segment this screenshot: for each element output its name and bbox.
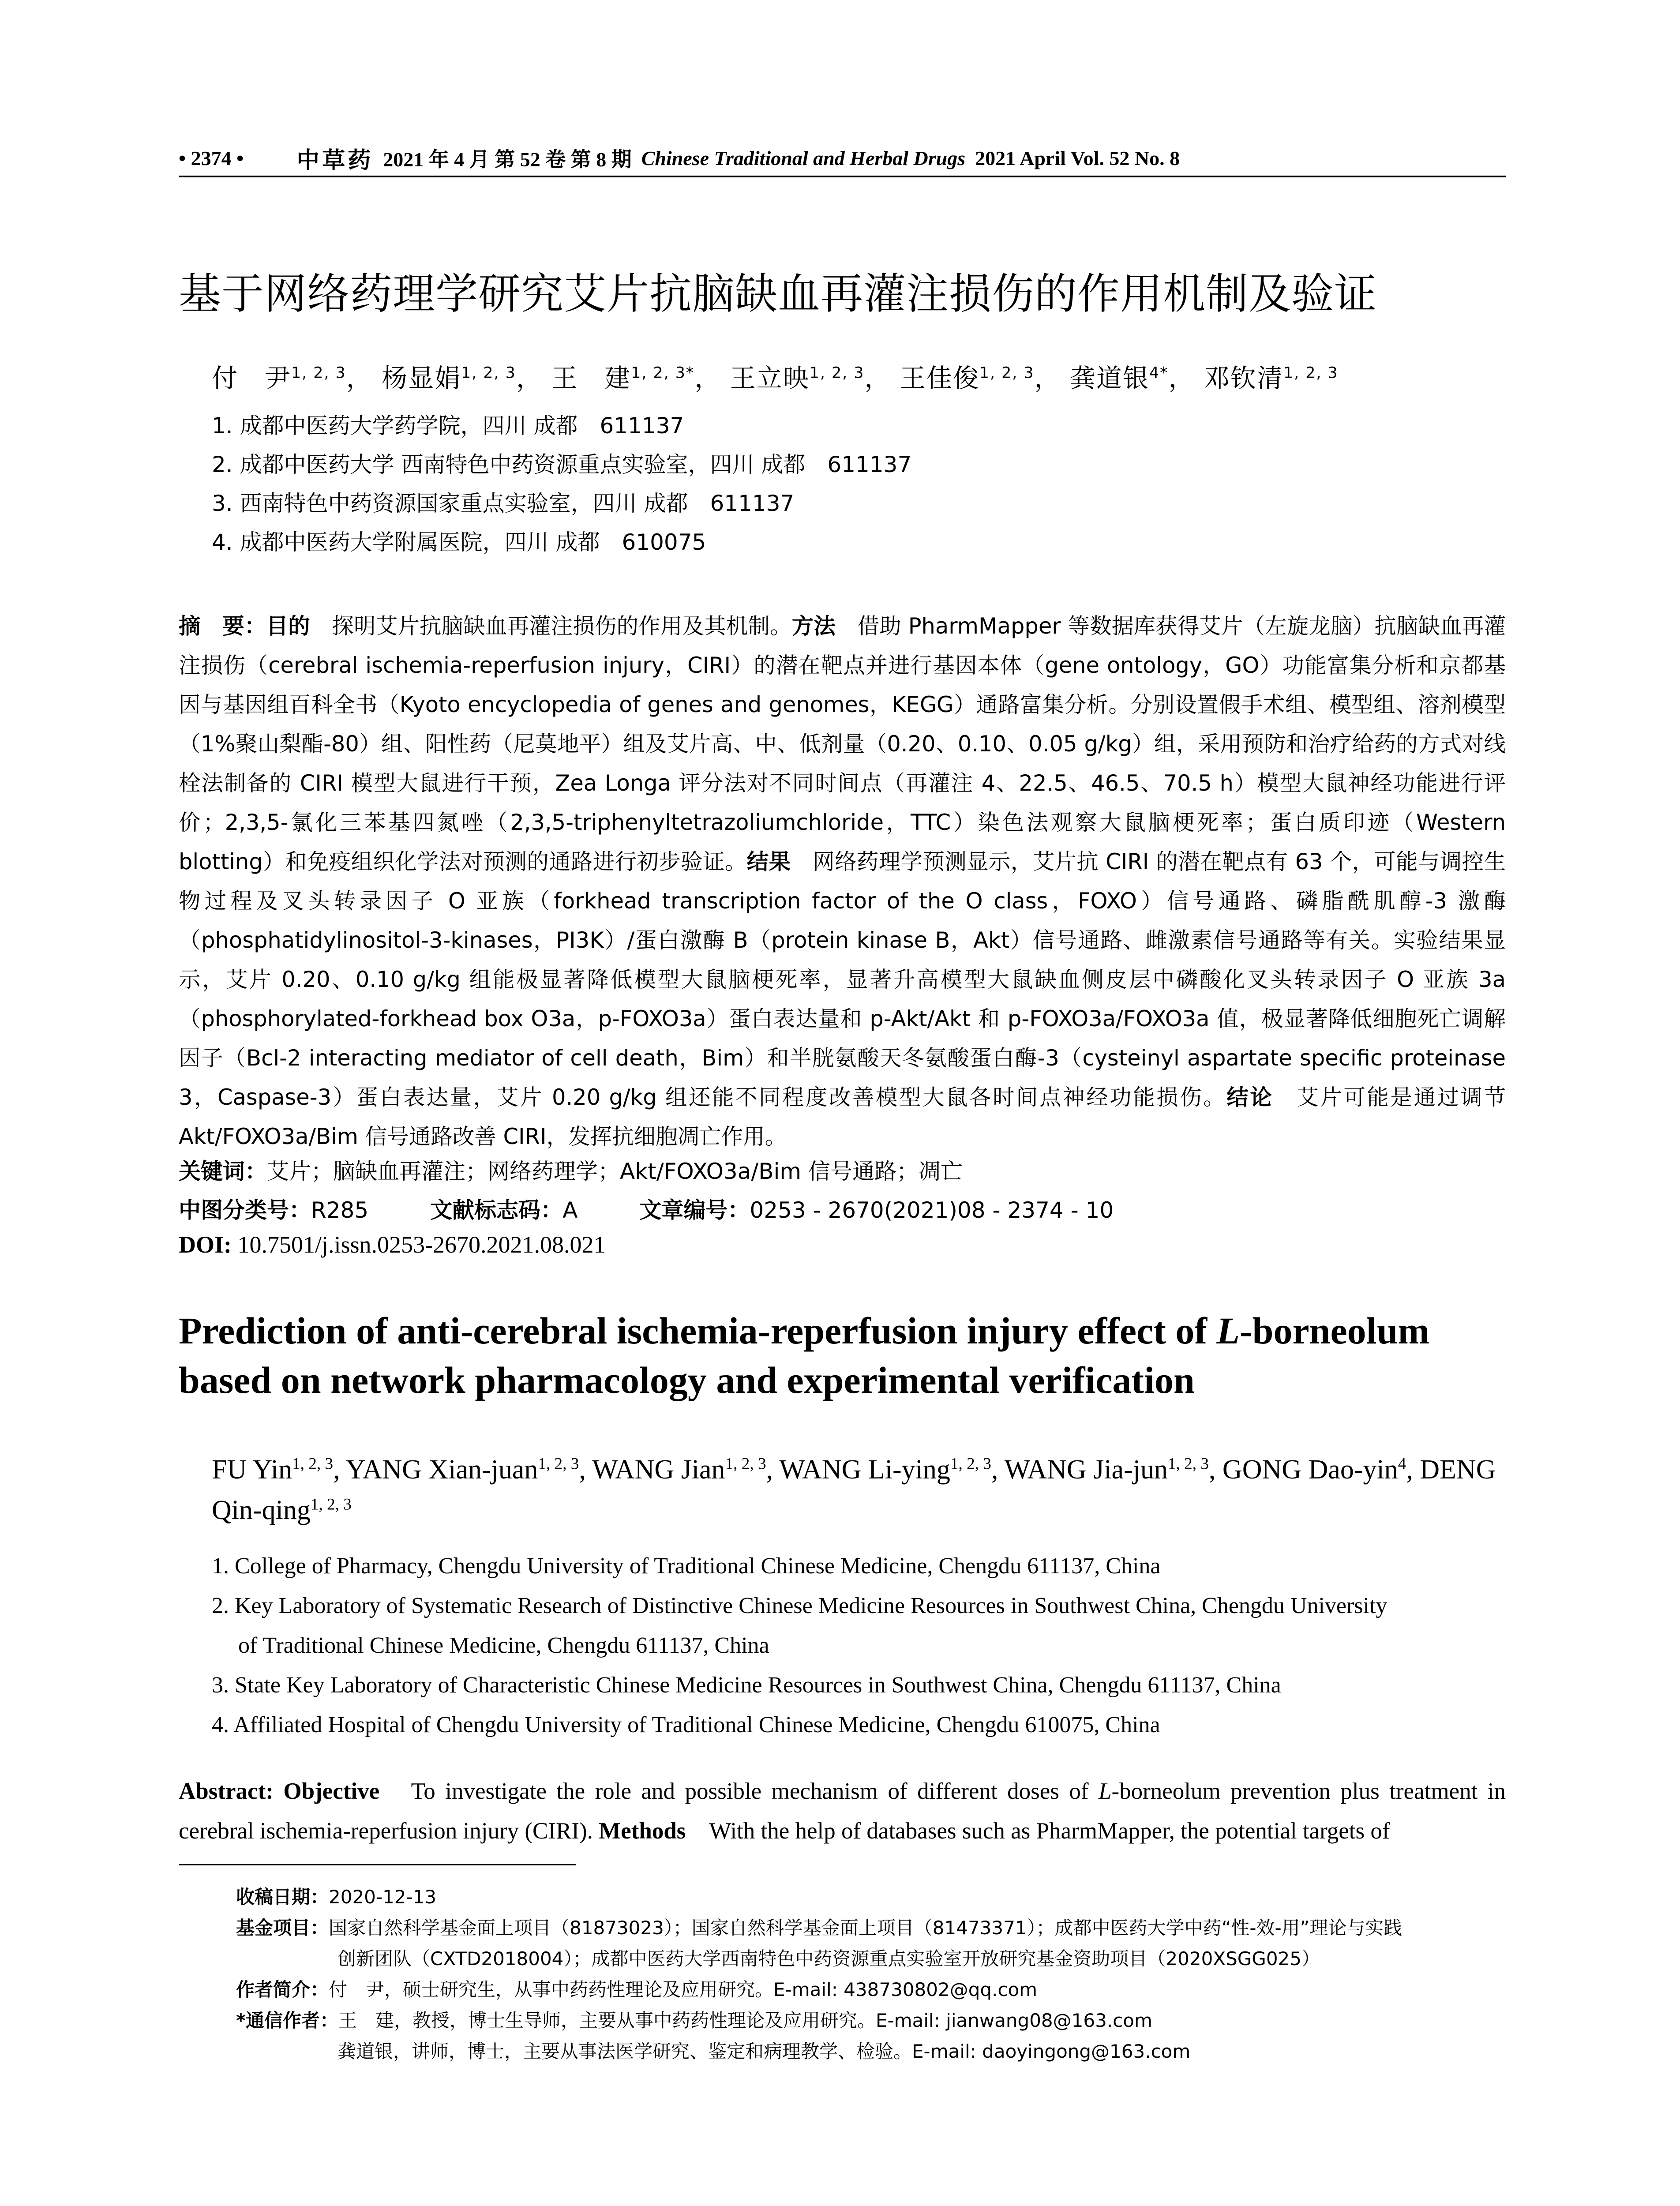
footnote-fund-cont: 创新团队（CXTD2018004）；成都中医药大学西南特色中药资源重点实验室开放研究基金资助项目（2020XSGG025） [338,1948,1320,1970]
doi-label: DOI: [179,1231,232,1258]
footnote-fund: 基金项目：国家自然科学基金面上项目（81873023）；国家自然科学基金面上项目（81473371）；成都中医药大学中药“性-效-用”理论与实践 [236,1917,1402,1939]
keywords [179,1154,963,1186]
conclusion-label: 结论 [1226,1084,1274,1110]
author-en: FU Yin$^{1, 2, 3}$ [212,1455,334,1485]
affiliation-cn: 3. 西南特色中药资源国家重点实验室，四川 成都 611137 [212,491,795,516]
authors-cn: 付 尹$^{1, 2, 3}$， 杨显娟$^{1, 2, 3}$， 王 建$^{1, 2, 3*}$， 王立映$^{1, 2, 3}$， 王佳俊$^{1, 2, 3}$， 龚道银$^{4*}$， 邓钦清$^{1, 2, 3}$ [212,363,1339,393]
doi [179,1231,606,1258]
article-number-label: 文章编号： [639,1197,750,1223]
keywords-text: 艾片；脑缺血再灌注；网络药理学；Akt/FOXO3a/Bim 信号通路；凋亡 [267,1159,963,1184]
author-en: YANG Xian-juan$^{1, 2, 3}$ [345,1455,579,1485]
doi-value[interactable]: 10.7501/j.issn.0253-2670.2021.08.021 [237,1231,606,1258]
author-en: GONG Dao-yin$^4$ [1222,1455,1406,1485]
doc-code-label: 文献标志码： [430,1197,563,1223]
title-en: Prediction of anti-cerebral ischemia-reperfusion injury effect of L-borneolum based on network pharmacology and experimental verification [179,1309,1430,1401]
methods-text: 借助 PharmMapper 等数据库获得艾片（左旋龙脑）抗脑缺血再灌注损伤（cerebral ischemia-reperfusion injury，CIRI）的潜在靶点并进行基因本体（gene ontology，GO）功能富集分析和京都基因与基因组百科全书（Kyoto encyclopedia of genes and genomes，KEGG）通路富集分析。分别设置假手术组、模型组、溶剂模型（1%聚山梨酯-80）组、阳性药（尼莫地平）组及艾片高、中、低剂量（0.20、0.10、0.05 g/kg）组，采用预防和治疗给药的方式对线栓法制备的 CIRI 模型大鼠进行干预，Zea Longa 评分法对不同时间点（再灌注 4、22.5、46.5、70.5 h）模型大鼠神经功能进行评价；2,3,5-氯化三苯基四氮唑（2,3,5-triphenyltetrazoliumchloride，TTC）染色法观察大鼠脑梗死率；蛋白质印迹（Western blotting）和免疫组织化学法对预测的通路进行初步验证。 [179,613,1506,874]
author-en: WANG Jian$^{1, 2, 3}$ [592,1455,766,1485]
methods-en-label: Methods [599,1818,686,1844]
author-cn: 杨显娟$^{1, 2, 3}$ [382,363,516,393]
journal-name-cn: 中草药 [296,147,374,174]
author-en: DENG Qin-qing$^{1, 2, 3}$ [212,1455,1496,1525]
keywords-label: 关键词： [179,1159,267,1184]
affiliation-en: 3. State Key Laboratory of Characteristic Chinese Medicine Resources in Southwest China, Chengdu 611137, China [212,1673,1281,1698]
affiliation-cn: 1. 成都中医药大学药学院，四川 成都 611137 [212,413,684,439]
objective-label: 目的 [266,613,310,639]
footnote-bio: 作者简介：付 尹，硕士研究生，从事中药药性理论及应用研究。E-mail: 438730802@qq.com [236,1979,1038,2000]
objective-en-label: Objective [283,1778,380,1804]
conclusion-text: 艾片可能是通过调节 Akt/FOXO3a/Bim 信号通路改善 CIRI，发挥抗细胞凋亡作用。 [179,1084,1506,1149]
affiliation-en: 1. College of Pharmacy, Chengdu University of Traditional Chinese Medicine, Chengdu 611137, China [212,1553,1161,1579]
author-cn: 王立映$^{1, 2, 3}$ [730,363,865,393]
title-cn: 基于网络药理学研究艾片抗脑缺血再灌注损伤的作用机制及验证 [179,269,1377,319]
classification-line [179,1193,1114,1224]
issue-en: 2021 April Vol. 52 No. 8 [975,146,1180,169]
journal-name-en: Chinese Traditional and Herbal Drugs [641,146,966,169]
footnote-corresponding: *通信作者：王 建，教授，博士生导师，主要从事中药药性理论及应用研究。E-mail: jianwang08@163.com [236,2010,1152,2031]
author-cn: 付 尹$^{1, 2, 3}$ [212,363,346,393]
footnote-corresponding-cont: 龚道银，讲师，博士，主要从事法医学研究、鉴定和病理教学、检验。E-mail: daoyingong@163.com [338,2041,1191,2062]
clc-label: 中图分类号： [179,1197,311,1223]
results-label: 结果 [746,849,791,874]
footnote-received: 收稿日期：2020-12-13 [236,1886,437,1908]
abstract-label: 摘 要： [179,613,266,639]
author-en: WANG Li-ying$^{1, 2, 3}$ [779,1455,991,1485]
running-header [179,140,1506,177]
author-cn: 邓钦清$^{1, 2, 3}$ [1204,363,1339,393]
methods-label: 方法 [791,613,836,639]
footnote-divider [179,1864,576,1865]
footnotes [236,1882,1507,2067]
doc-code-value: A [562,1197,578,1223]
author-en: WANG Jia-jun$^{1, 2, 3}$ [1004,1455,1209,1485]
affiliation-en: 4. Affiliated Hospital of Chengdu University of Traditional Chinese Medicine, Chengdu 610075, China [212,1712,1160,1737]
author-cn: 王佳俊$^{1, 2, 3}$ [900,363,1035,393]
clc-value: R285 [311,1197,369,1223]
affiliation-en: 2. Key Laboratory of Systematic Research of Distinctive Chinese Medicine Resources in Southwest China, Chengdu University of Traditional Chinese Medicine, Chengdu 611137, China [212,1593,1388,1658]
authors-en: FU Yin$^{1, 2, 3}$, YANG Xian-juan$^{1, 2, 3}$, WANG Jian$^{1, 2, 3}$, WANG Li-ying$^{1, 2, 3}$, WANG Jia-jun$^{1, 2, 3}$, GONG Dao-yin$^4$, DENG Qin-qing$^{1, 2, 3}$ [212,1455,1496,1525]
results-text: 网络药理学预测显示，艾片抗 CIRI 的潜在靶点有 63 个，可能与调控生物过程及叉头转录因子 O 亚族（forkhead transcription factor of the O class，FOXO）信号通路、磷脂酰肌醇-3 激酶（phosphatidylinositol-3-kinases，PI3K）/蛋白激酶 B（protein kinase B，Akt）信号通路、雌激素信号通路等有关。实验结果显示，艾片 0.20、0.10 g/kg 组能极显著降低模型大鼠脑梗死率，显著升高模型大鼠缺血侧皮层中磷酸化叉头转录因子 O 亚族 3a（phosphorylated-forkhead box O3a，p-FOXO3a）蛋白表达量和 p-Akt/Akt 和 p-FOXO3a/FOXO3a 值，极显著降低细胞死亡调解因子（Bcl-2 interacting mediator of cell death，Bim）和半胱氨酸天冬氨酸蛋白酶-3（cysteinyl aspartate specific proteinase 3，Caspase-3）蛋白表达量，艾片 0.20 g/kg 组还能不同程度改善模型大鼠各时间点神经功能损伤。 [179,849,1506,1110]
abstract-en-label: Abstract: [179,1778,274,1804]
author-cn: 龚道银$^{4*}$ [1070,363,1169,393]
affiliation-cn: 4. 成都中医药大学附属医院，四川 成都 610075 [212,529,706,555]
abstract-cn [179,607,1506,1156]
objective-text: 探明艾片抗脑缺血再灌注损伤的作用及其机制。 [310,613,792,639]
author-cn: 王 建$^{1, 2, 3*}$ [551,363,695,393]
issue-cn: 2021 年 4 月 第 52 卷 第 8 期 [383,148,632,171]
article-number-value: 0253 - 2670(2021)08 - 2374 - 10 [750,1197,1114,1223]
journal-info [296,142,1506,175]
page-number: • 2374 • [179,146,244,169]
affiliation-cn: 2. 成都中医药大学 西南特色中药资源重点实验室，四川 成都 611137 [212,452,912,477]
abstract-en: Abstract: Objective To investigate the role and possible mechanism of different doses of L-borneolum prevention plus treatment in cerebral ischemia-reperfusion injury (CIRI). Methods With the help of databases such as PharmMapper, the potential targets of [179,1778,1506,1844]
